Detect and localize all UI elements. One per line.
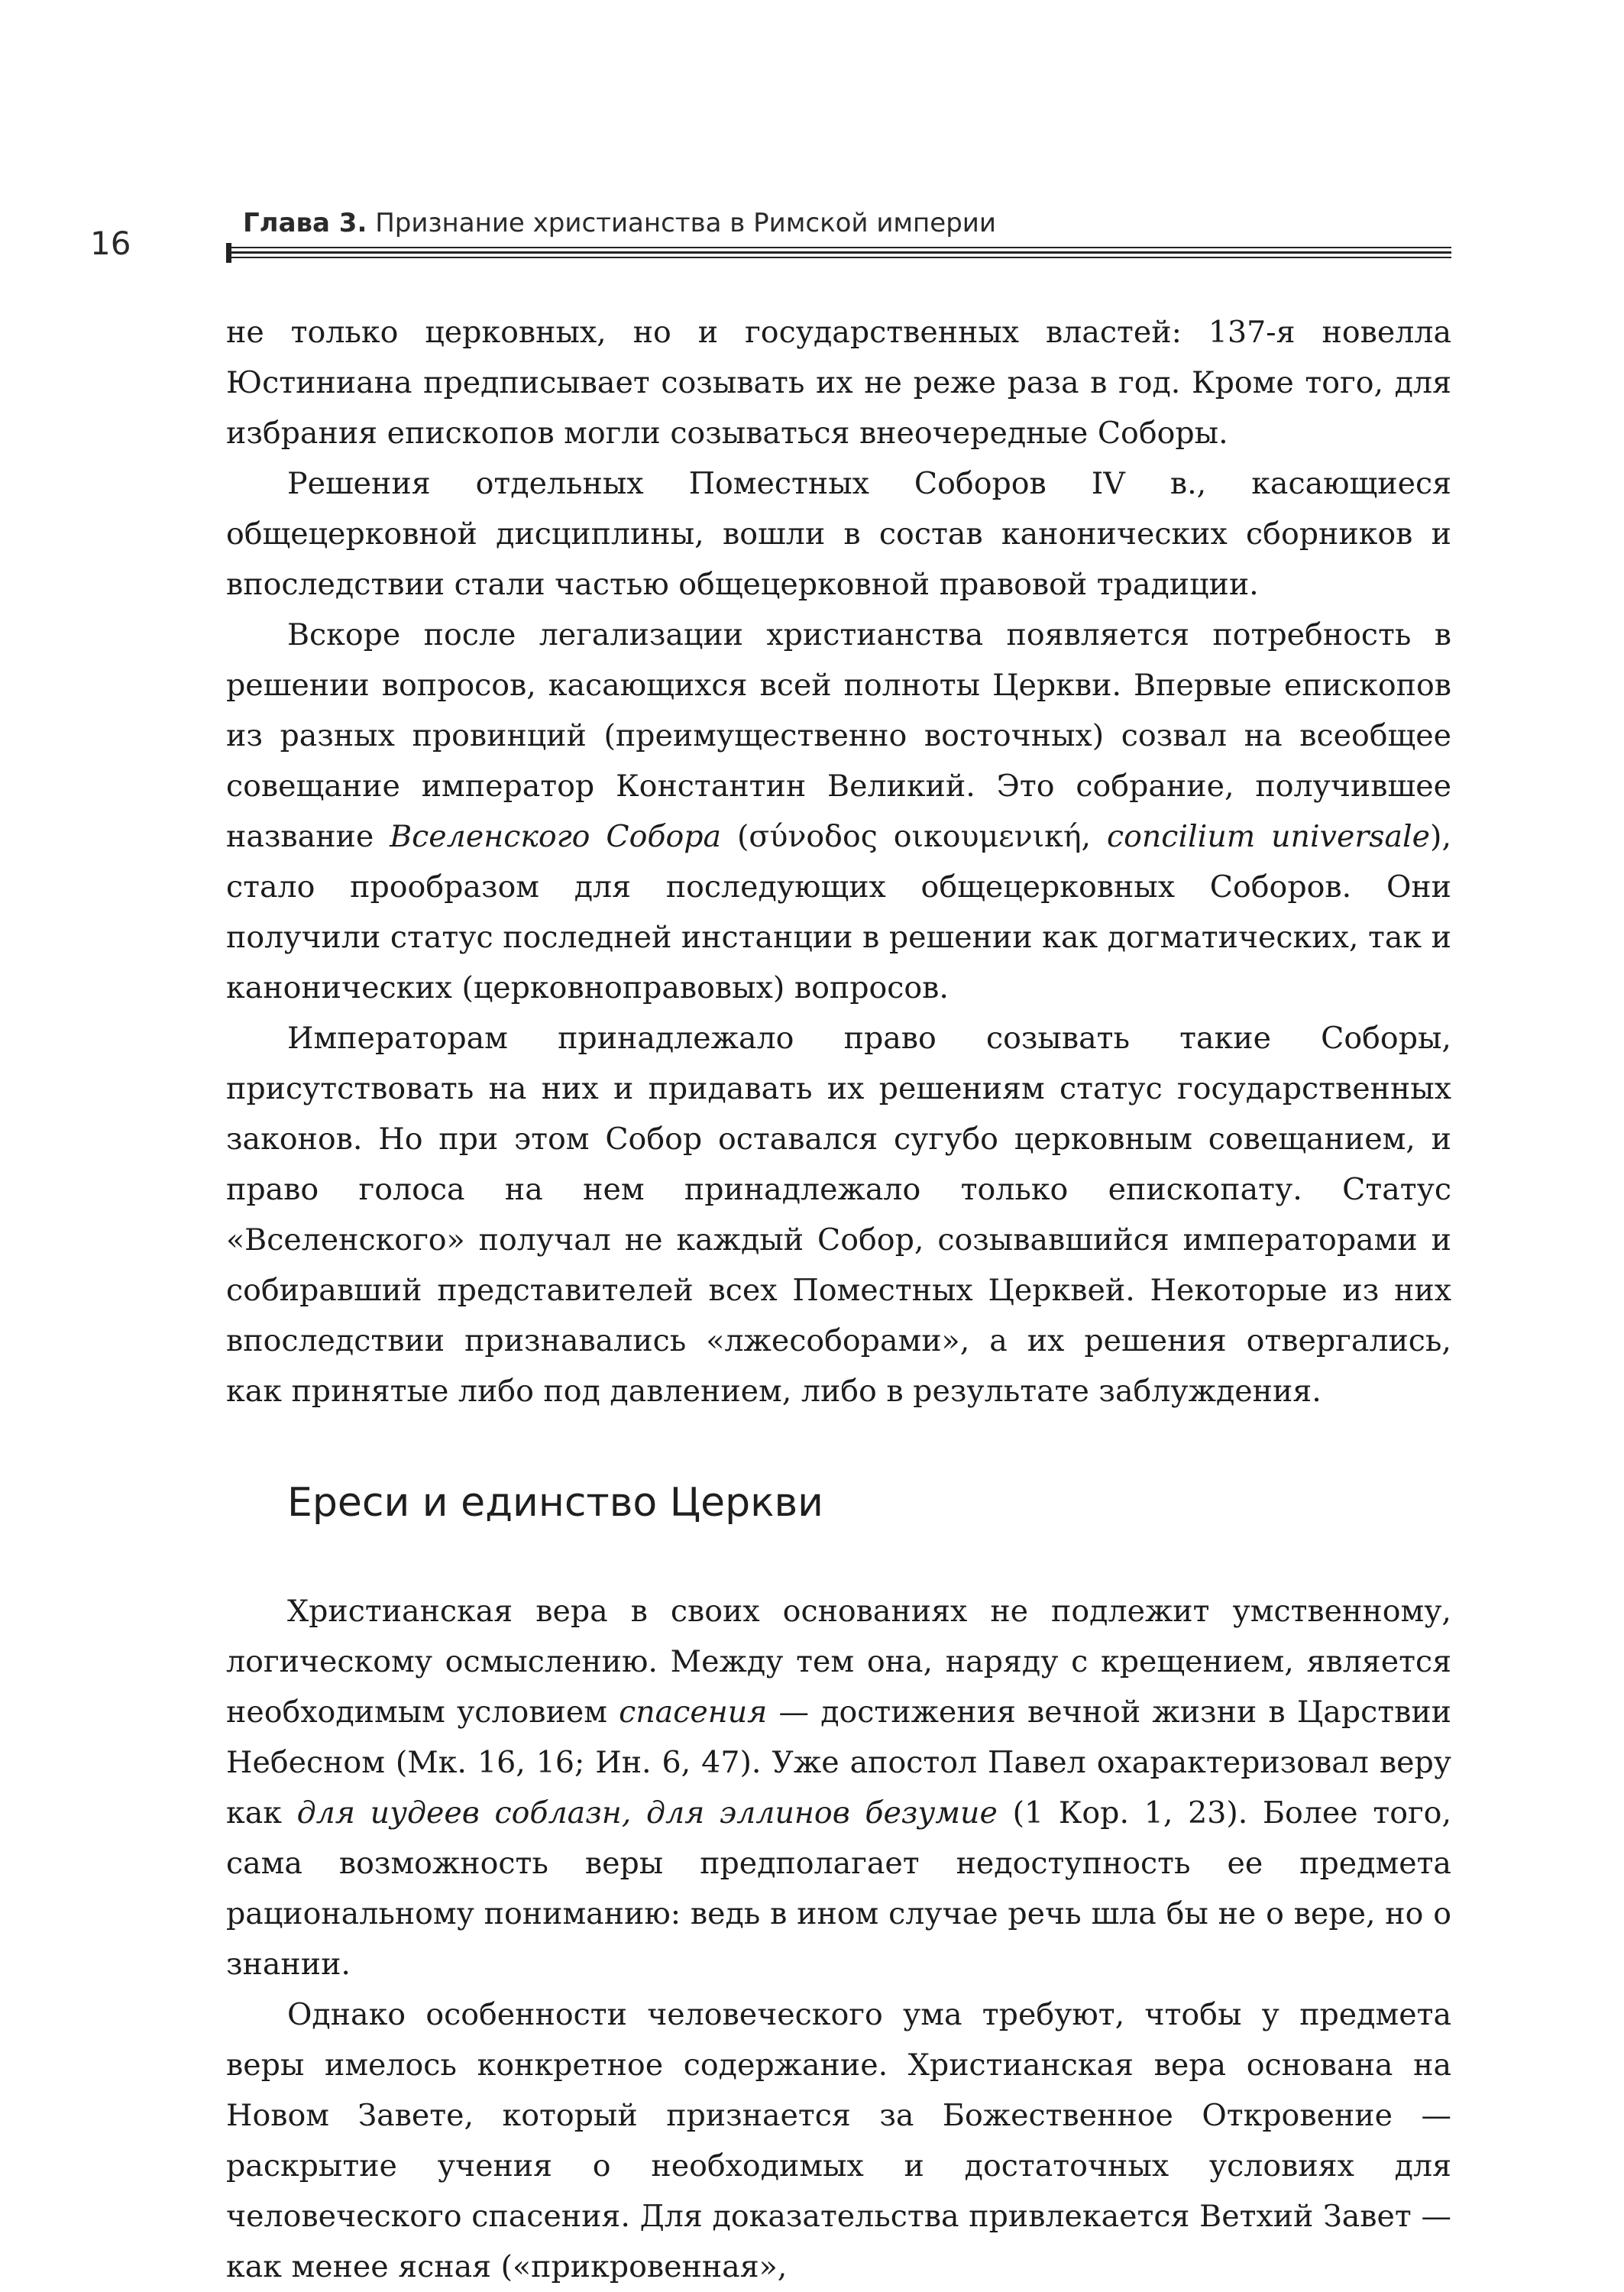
paragraph-3-text: Вскоре после легализации христианства появляется потребность в решении вопросов, касающихся всей полноты Церкви. Впервые епископов из разных провинций (преимущественно восточных) созвал на всеобщее совещание император Константин Великий. Это собрание, получившее название [226,617,1451,854]
running-head [243,208,996,238]
paragraph-1: не только церковных, но и государственных властей: 137-я новелла Юстиниана предписывает созывать их не реже раза в год. Кроме того, для избрания епископов могли созываться внеочередные Соборы. [226,315,1451,451]
paragraph-5-text: Христианская вера в своих основаниях не подлежит умственному, логическому осмыслению. Между тем она, наряду с крещением, является необходимым условием [226,1594,1451,1730]
header-rule-line [231,257,1451,258]
main-text [226,307,1451,2292]
header-rule-bar [226,243,231,263]
paragraph-5-text: — достижения вечной жизни в Царствии Небесном (Мк. 16, 16; Ин. 6, 47). Уже апостол Павел охарактеризовал веру как [226,1695,1451,1831]
paragraph-2: Решения отдельных Поместных Соборов IV в., касающиеся общецерковной дисциплины, вошли в состав канонических сборников и впоследствии стали частью общецерковной правовой традиции. [226,466,1451,602]
quote-italic: для иудеев соблазн, для эллинов безумие [296,1795,998,1831]
term-concilium-universale: concilium universale [1106,819,1431,854]
term-spaseniya: спасения [619,1695,768,1730]
paragraph-6: Однако особенности человеческого ума требуют, чтобы у предмета веры имелось конкретное содержание. Христианская вера основана на Новом Завете, который признается за Божественное Откровение — раскрытие учения о необходимых и достаточных условиях для человеческого спасения. Для доказательства привлекается Ветхий Завет — как менее ясная («прикровенная», [226,1997,1451,2284]
header-rule-line [231,251,1451,254]
paragraph-3 [226,610,1451,1013]
paragraph-3-text: (σύνοδος οικουμενική, [721,819,1107,854]
section-heading: Ереси и единство Церкви [287,1480,823,1526]
term-vselenskiy-sobor: Вселенского Собора [390,819,722,854]
header-rule-line [231,247,1451,248]
paragraph-4: Императорам принадлежало право созывать такие Соборы, присутствовать на них и придавать их решениям статус государственных законов. Но при этом Собор оставался сугубо церковным совещанием, и право голоса на нем принадлежало только епископату. Статус «Вселенского» получал не каждый Собор, созывавшийся императорами и собиравший представителей всех Поместных Церквей. Некоторые из них впоследствии признавались «лжесоборами», а их решения отвергались, как принятые либо под давлением, либо в результате заблуждения. [226,1021,1451,1409]
paragraph-5-text: (1 Кор. 1, 23). Более того, сама возможность веры предполагает недоступность ее предмета рациональному пониманию: ведь в ином случае речь шла бы не о вере, но о знании. [226,1795,1452,1982]
chapter-title: Признание христианства в Римской империи [375,208,996,238]
paragraph-3-text: ), стало прообразом для последующих общецерковных Соборов. Они получили статус последней инстанции в решении как догматических, так и канонических (церковноправовых) вопросов. [226,819,1451,1005]
header-rule [226,243,1451,263]
chapter-label: Глава 3. [243,208,367,238]
page-number: 16 [90,225,131,262]
paragraph-5 [226,1586,1451,1989]
